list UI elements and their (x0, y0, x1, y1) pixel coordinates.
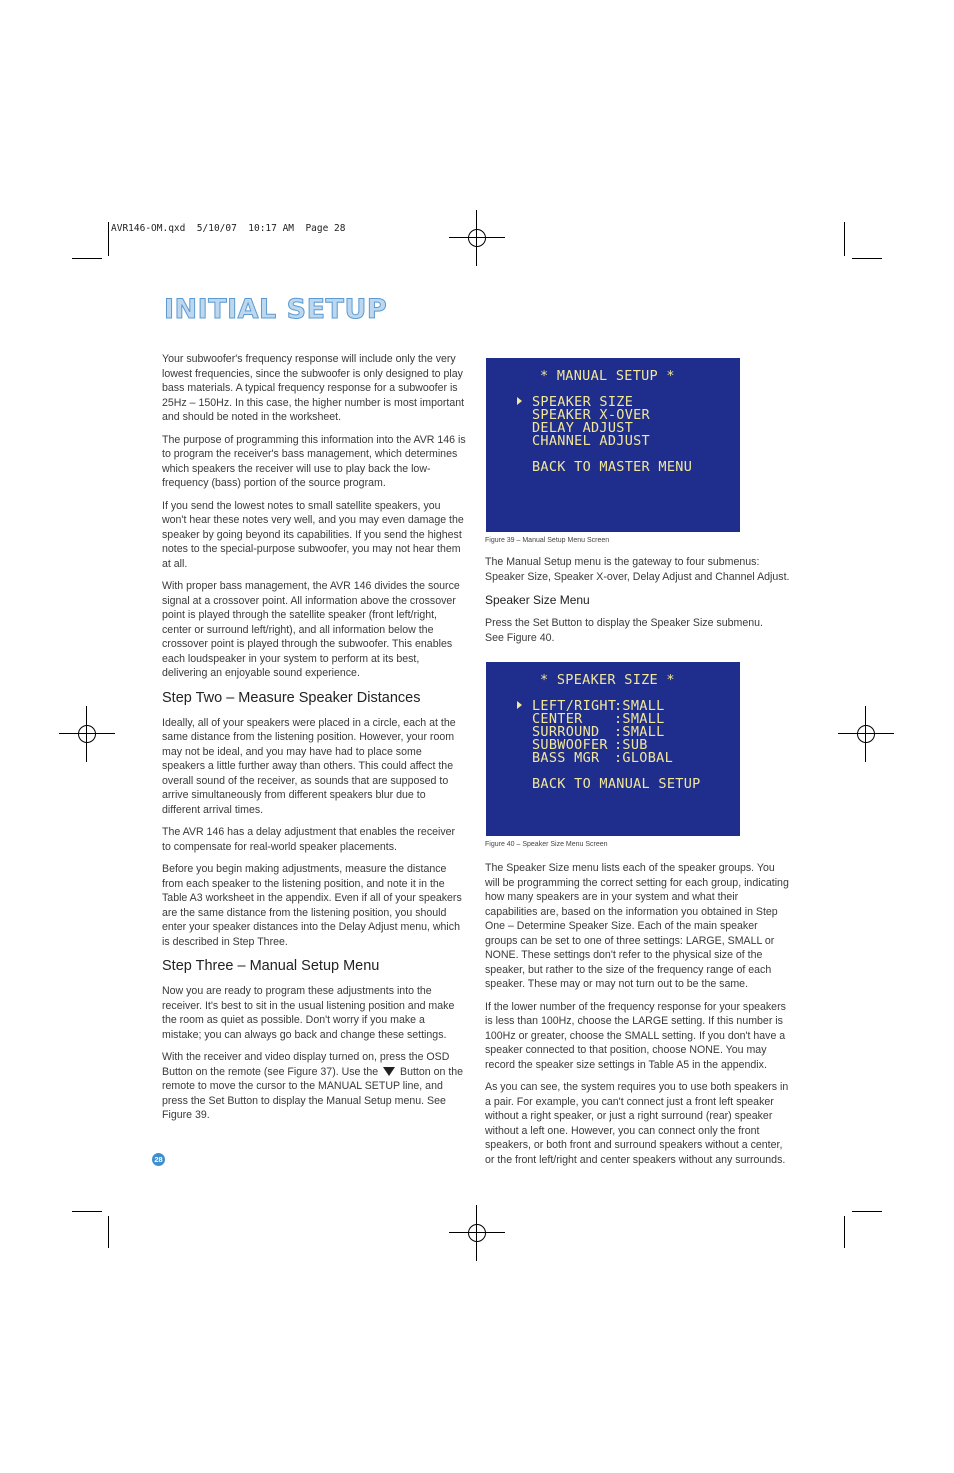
registration-mark-left (59, 706, 115, 762)
osd-row-label: SUBWOOFER (532, 737, 608, 753)
section-heading-step-three: Step Three – Manual Setup Menu (162, 958, 380, 974)
osd-row-label: LEFT/RIGHT (532, 698, 617, 714)
crop-mark (108, 1216, 109, 1248)
osd-row-value: :SMALL (614, 698, 665, 714)
registration-mark-right (838, 706, 894, 762)
paragraph: If the lower number of the frequency response for your speakers is less than 100Hz, choose the LARGE setting. If this number is 100Hz or greater, choose the SMALL setting. If you don't have a speaker connected to that position, choose NONE. You may record the speaker size settings in Table A5 in the appendix. (485, 1000, 786, 1071)
page-title: INITIAL SETUP (164, 294, 388, 325)
section-heading-speaker-size: Speaker Size Menu (485, 593, 590, 607)
paragraph: As you can see, the system requires you to use both speakers in a pair. For example, you can't connect just a front left speaker without a right speaker, or just a right surround (rear) speaker without a left one. However, you can connect only the front speakers, or both front and surround speakers without a center, or the front left/right and center speakers without any surrounds. (485, 1081, 789, 1166)
registration-mark-top (449, 210, 505, 266)
figure-caption: Figure 40 – Speaker Size Menu Screen (485, 841, 608, 848)
page-number-badge: 28 (152, 1153, 165, 1166)
section-heading-step-two: Step Two – Measure Speaker Distances (162, 689, 421, 706)
cursor-arrow-icon (517, 701, 522, 709)
osd-menu-item: DELAY ADJUST (532, 420, 634, 436)
paragraph: Now you are ready to program these adjustments into the receiver. It's best to sit in the usual listening position and make the room as quiet as possible. Don't worry if you make a mistake; you can always go back and change these settings. (162, 985, 455, 1041)
paragraph: Before you begin making adjustments, measure the distance from each speaker to the listening position, and note it in the Table A3 worksheet in the appendix. Even if all of your speakers are the same distance from the listening position, you should enter your speaker distances into the Delay Adjust menu, which is described in Step Three. (162, 863, 462, 948)
crop-mark (72, 1211, 102, 1212)
text-span: See Figure 40. (485, 631, 555, 644)
osd-back-item: BACK TO MASTER MENU (532, 459, 693, 475)
osd-back-item: BACK TO MANUAL SETUP (532, 776, 701, 792)
text-span: Press the Set Button to display the Speaker Size submenu. (485, 617, 763, 629)
manual-setup-osd-screen (486, 358, 740, 532)
osd-row-label: CENTER (532, 711, 583, 727)
osd-title: * MANUAL SETUP * (540, 368, 675, 384)
text-span: Button on the remote to move the cursor to the MANUAL SETUP line, and press the Set Button to display the Manual Setup menu. See Figure 39. (162, 1065, 464, 1121)
paragraph: The AVR 146 has a delay adjustment that enables the receiver to compensate for real-world speaker placements. (162, 826, 456, 853)
osd-row-value: :SMALL (614, 711, 665, 727)
text-span: With the receiver and video display turned on, press the OSD Button on the remote (see Figure 37). Use the (162, 1051, 450, 1078)
speaker-size-osd-screen (486, 662, 740, 836)
osd-menu-item: SPEAKER SIZE (532, 394, 634, 410)
print-slug: AVR146-OM.qxd 5/10/07 10:17 AM Page 28 (111, 223, 346, 234)
osd-row-label: SURROUND (532, 724, 600, 740)
osd-menu-item: SPEAKER X-OVER (532, 407, 650, 423)
paragraph: With proper bass management, the AVR 146 divides the source signal at a crossover point. All information above the crossover point is played through the satellite speaker (front left/right, center or surround left/right), and all information below the crossover point is played through the subwoofer. This enables each loudspeaker in your system to perform at its best, delivering an enjoyable sound experience. (162, 580, 460, 679)
right-column (485, 555, 790, 653)
cursor-arrow-icon (517, 397, 522, 405)
osd-row-value: :SUB (614, 737, 648, 753)
paragraph: The Speaker Size menu lists each of the speaker groups. You will be programming the correct setting for each group, indicating how many speakers are in your system and what their capabilities are, based on the information you obtained in Step One – Determine Speaker Size. Each of the main speaker groups can be set to one of three settings: LARGE, SMALL or NONE. These settings don't refer to the physical size of the speaker, but rather to the size of the frequency range of each speaker. These may or may not turn out to be the same. (485, 862, 789, 990)
paragraph: Ideally, all of your speakers were placed in a circle, each at the same distance from the listening position. However, your room may not be ideal, and you may have had to place some speakers a little further away than others. This could affect the overall sound of the receiver, as sounds that are supposed to arrive simultaneously from different speakers blur due to different arrival times. (162, 716, 456, 816)
osd-row-value: :GLOBAL (614, 750, 673, 766)
osd-row-value: :SMALL (614, 724, 665, 740)
right-column-lower (485, 861, 790, 1175)
osd-menu-item: CHANNEL ADJUST (532, 433, 650, 449)
crop-mark (852, 1211, 882, 1212)
osd-row-label: BASS MGR (532, 750, 600, 766)
crop-mark (108, 222, 109, 256)
paragraph (162, 1050, 466, 1123)
crop-mark (844, 222, 845, 256)
paragraph: If you send the lowest notes to small satellite speakers, you won't hear these notes very well, and you may even damage the speaker by going beyond its capabilities. If you send the highest notes to the special-purpose subwoofer, you may not hear them at all. (162, 499, 464, 570)
crop-mark (72, 258, 102, 259)
figure-caption: Figure 39 – Manual Setup Menu Screen (485, 537, 610, 544)
crop-mark (844, 1216, 845, 1248)
registration-mark-bottom (449, 1205, 505, 1261)
paragraph: The Manual Setup menu is the gateway to four submenus: Speaker Size, Speaker X-over, Delay Adjust and Channel Adjust. (485, 556, 790, 583)
osd-title: * SPEAKER SIZE * (540, 672, 675, 688)
left-column (162, 352, 466, 1131)
paragraph: The purpose of programming this information into the AVR 146 is to program the receiver's bass management, which determines which speakers the receiver will use to play back the low-frequency (bass) portion of the source program. (162, 433, 466, 489)
paragraph (485, 616, 790, 645)
down-arrow-icon (383, 1067, 395, 1076)
crop-mark (852, 258, 882, 259)
paragraph: Your subwoofer's frequency response will include only the very lowest frequencies, since the subwoofer is only designed to play bass materials. A typical frequency response for a subwoofer is 25Hz – 150Hz. In this case, the higher number is most important and should be noted in the worksheet. (162, 353, 465, 423)
